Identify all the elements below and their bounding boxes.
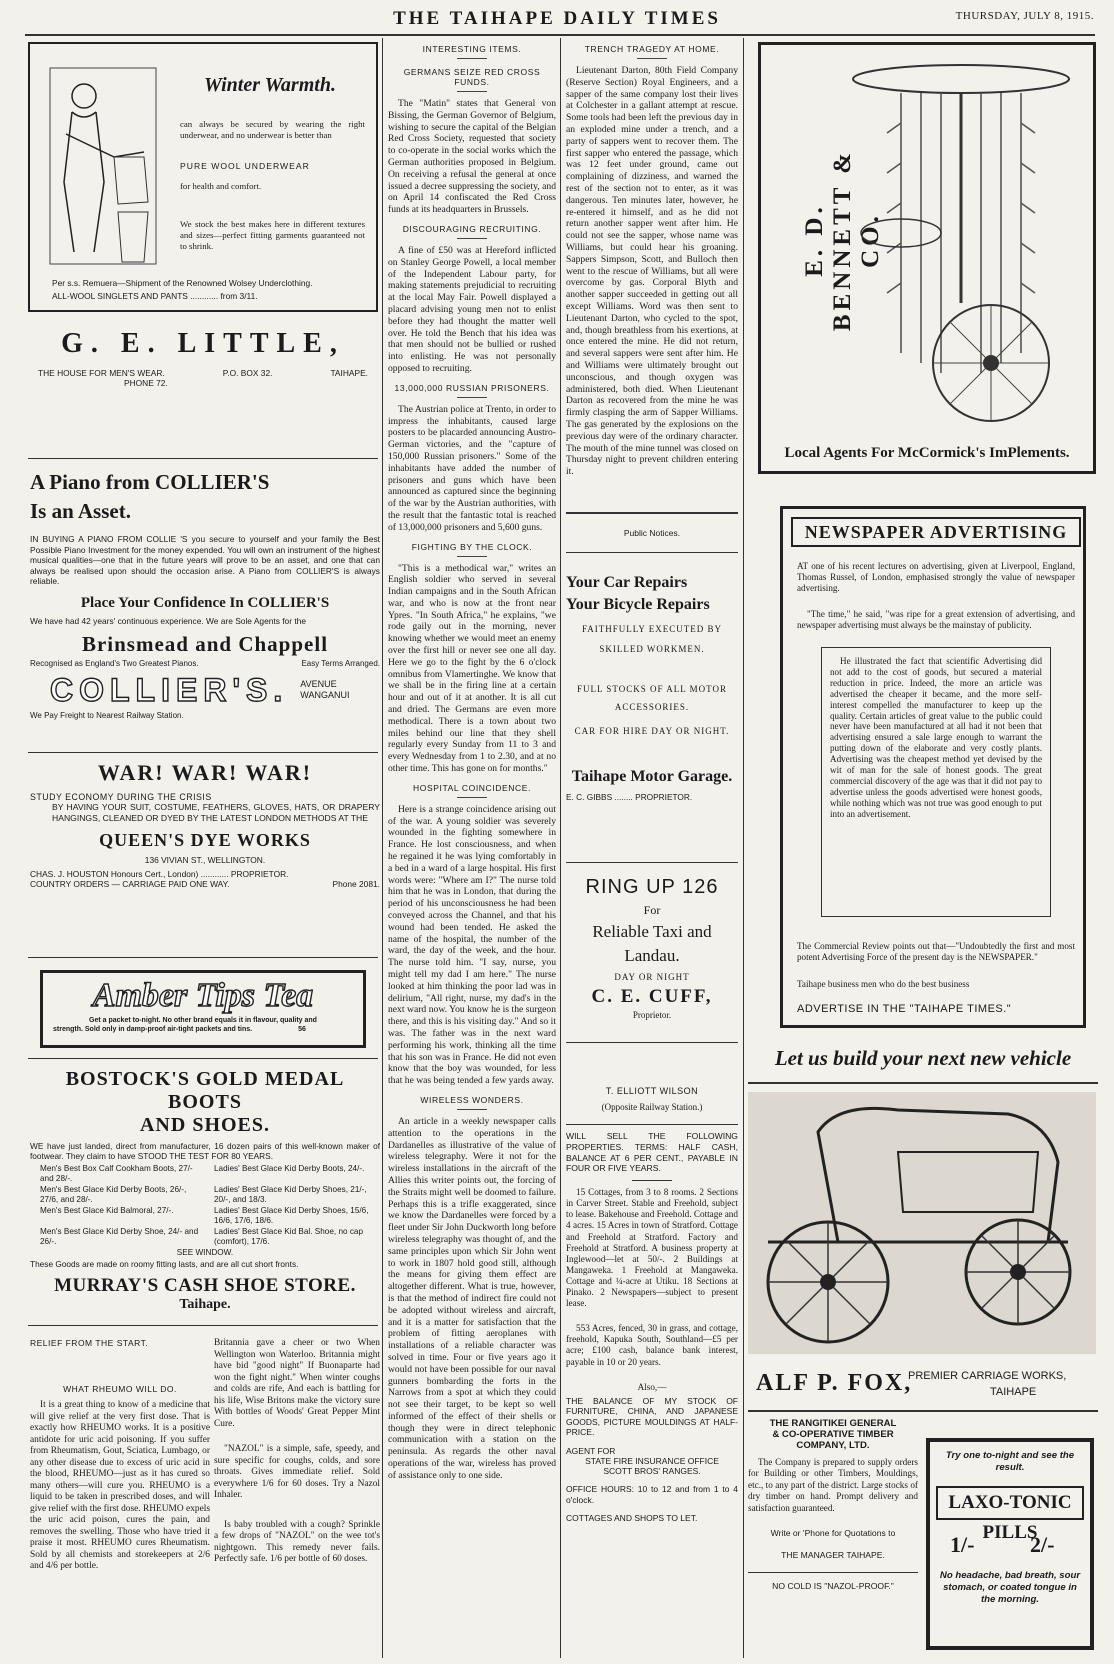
colliers-terms: Easy Terms Arranged.: [301, 658, 380, 668]
colliers-headline-2: Is an Asset.: [30, 499, 131, 523]
article-body: A fine of £50 was at Hereford inflicted on Stanley George Powell, a local member of the Independent Labour party, for making statements prejudicial to recruiting at the local May Fair. Powell displayed a placard advising young men not to enlist before they had thought the matter well over. He told the Bench that his idea was that men should not be bullied or rushed into enlisting. He was not personally opposed to recruiting.: [388, 244, 556, 374]
queens-country: COUNTRY ORDERS — CARRIAGE PAID ONE WAY.: [30, 878, 230, 889]
article-heading: TRENCH TRAGEDY AT HOME.: [566, 44, 738, 59]
wilson-agent: AGENT FOR: [566, 1445, 616, 1456]
colliers-recognised: Recognised as England's Two Greatest Pianos.: [30, 658, 199, 668]
divider: [28, 1058, 378, 1059]
colliers-brands: Brinsmead and Chappell: [81, 631, 329, 656]
queens-proprietor: CHAS. J. HOUSTON Honours Cert., London) ............ PROPRIETOR.: [30, 868, 289, 879]
article-heading: DISCOURAGING RECRUITING.: [388, 224, 556, 239]
garage-proprietor: E. C. GIBBS ........ PROPRIETOR.: [566, 792, 693, 802]
store-tagline: THE HOUSE FOR MEN'S WEAR.: [38, 368, 165, 378]
laxo-price-1: 1/-: [950, 1532, 975, 1557]
bostock-price-list: [30, 1164, 380, 1247]
timber-heading: & CO-OPERATIVE TIMBER: [772, 1429, 894, 1440]
bennett-name: E. D. BENNETT & CO.: [801, 148, 884, 332]
article-heading: HOSPITAL COINCIDENCE.: [388, 783, 556, 798]
advertising-headline: NEWSPAPER ADVERTISING: [791, 517, 1081, 547]
carriage-illustration: [748, 1092, 1096, 1354]
colliers-headline: A Piano from COLLIER'S: [30, 470, 270, 494]
price-row: [30, 1206, 380, 1226]
ladies-price: Ladies' Best Glace Kid Bal. Shoe, no cap (comfort), 17/6.: [214, 1226, 364, 1246]
timber-write: Write or 'Phone for Quotations to: [770, 1528, 896, 1539]
ad-text: Per s.s. Remuera—Shipment of the Renowned Wolsey Underclothing.: [52, 278, 313, 288]
store-phone: PHONE 72.: [124, 378, 168, 388]
fox-headline: Let us build your next new vehicle: [774, 1046, 1072, 1070]
timber-manager: THE MANAGER TAIHAPE.: [781, 1550, 885, 1561]
column-rule: [382, 38, 383, 1658]
nocold-text: NO COLD IS "NAZOL-PROOF.": [772, 1581, 894, 1592]
bostock-intro: WE have just landed, direct from manufacturer, 16 dozen pairs of this well-known maker of footwear. They claim to have STOOD THE TEST FOR 80 YEARS.: [30, 1141, 380, 1162]
laxo-name: LAXO-TONIC PILLS: [936, 1486, 1084, 1520]
newspaper-title: THE TAIHAPE DAILY TIMES: [393, 8, 721, 29]
price-row: [30, 1185, 380, 1205]
divider: [566, 512, 738, 514]
advertising-paragraph: AT one of his recent lectures on advertising, given at Liverpool, England, Thomas Russel, of London, emphasised strongly the value of newspaper advertising.: [797, 561, 1075, 593]
issue-date: THURSDAY, JULY 8, 1915.: [955, 10, 1094, 22]
rheumo-ad: [30, 1338, 210, 1658]
laxo-claim: No headache, bad breath, sour stomach, or coated tongue in the morning.: [939, 1570, 1081, 1605]
amber-tips-ad: [40, 970, 366, 1048]
fox-works: PREMIER CARRIAGE WORKS,: [908, 1370, 1067, 1382]
divider: [28, 1325, 378, 1326]
divider: [748, 1082, 1098, 1084]
column-rule: [743, 38, 744, 1658]
colliers-body: IN BUYING A PIANO FROM COLLIE 'S you secure to yourself and your family the Best Possible Piano Investment for the money expended. You will own an instrument of the highest musical qualities—one that in the future years will prove to be an asset, and one that can always be realised upon should the occasion arise. A Piano from COLLIER'S is always reliable.: [30, 534, 380, 586]
fox-name: ALF P. FOX,: [756, 1370, 913, 1396]
divider: [748, 1410, 1098, 1412]
laxo-tonic-ad: [926, 1438, 1094, 1650]
advertising-quote-box: [821, 647, 1051, 917]
little-underwear-ad: [28, 42, 378, 312]
nazol-baby: Is baby troubled with a cough? Sprinkle a few drops of "NAZOL" on the wee tot's nightgown. This remedy never fails. Perfectly safe. 1/6 per bottle of 60 doses.: [214, 1519, 380, 1564]
price-row: [30, 1227, 380, 1247]
divider: [28, 752, 378, 753]
colliers-street: AVENUE: [300, 679, 337, 689]
wilson-hours: OFFICE HOURS: 10 to 12 and from 1 to 4 o'clock.: [566, 1483, 738, 1505]
wilson-intro: WILL SELL THE FOLLOWING PROPERTIES. TERMS: HALF CASH, BALANCE AT 6 PER CENT., PAYABLE IN FOUR OR FIVE YEARS.: [566, 1131, 738, 1174]
cuff-line: Landau.: [624, 946, 680, 965]
timber-body: The Company is prepared to supply orders for Building or other Timbers, Mouldings, etc., to any part of the district. Large stocks of dry timber on hand. Prompt delivery and satisfaction guaranteed.: [748, 1457, 918, 1513]
amber-number: 56: [298, 1025, 306, 1033]
article-body: "This is a methodical war," writes an English soldier who served in several Indian campaigns and in the South African war, and who is now at the front near Ypres. "In South Africa," he explains, "we rode gaily out in the morning, never knowing whether we would meet an enemy over the first hill or never see one all day. Here we go to the fight by the 6 o'clock omnibus from Vlamertinghe. We know that we shall be in the firing line at a certain hour and out of it at another. It is all cut and dried. The Germans are even more methodical. There is a town about two miles behind our line that they shell regularly every Sunday from 11 to 3 and every Wednesday from 1 to 2.30, and at no other time. This has gone on for months.": [388, 562, 556, 775]
garage-line: FAITHFULLY EXECUTED BY: [581, 624, 723, 634]
wilson-cottages: COTTAGES AND SHOPS TO LET.: [566, 1513, 698, 1524]
bennett-mccormick-ad: [758, 42, 1096, 474]
wilson-acres: 553 Acres, fenced, 30 in grass, and cottage, freehold, Kapuka South, Southland—£5 per acre; £100 cash, balance bank interest, payable in 10 or 20 years.: [566, 1323, 738, 1367]
man-illustration: [44, 62, 164, 272]
article-body: An article in a weekly newspaper calls attention to the operations in the Dardanelles as illustrative of the value of wireless telegraphy. Were it not for the wireless installations in the aircraft of the Allies this writer points out, the forcing of the Straits might well be doomed to failure. Perhaps this is a trifle exaggerated, since we know the Dardanelles were forced by a fleet under Sir John Duckworth long before wireless telegraphy was thought of, and the same principles upon which Sir John went to work in 1807 hold good still, although the means for giving them effect are altogether different. What is true, however, is that the method of indirect fire could not be adopted without wireless and aircraft, and it is a matter for satisfaction that the problem of fitting aeroplanes with installations of a reliable character was solved in time. Four or five years ago it would not have been possible for our naval gunners bombarding the forts in the Narrows from a spot at which they could not see their target, to be kept so well informed of the effect of their shells or though they were in direct telephonic communication with a station on the peninsula. As regards the other naval operations of the war, wireless has proved of assistance only to one side.: [388, 1115, 556, 1481]
article-body: The Austrian police at Trento, in order to impress the inhabitants, caused large posters to be placarded announcing Austro-German victories, and the "capture of 150,000 Russian prisoners." Some of the inhabitants have added the number of prisoners and guns which have been announced as captured since the beginning of the war by the Austrian authorities, with the result that the fantastic total is reached of 13,000,000 prisoners and 5,600 guns.: [388, 403, 556, 533]
wilson-list: 15 Cottages, from 3 to 8 rooms. 2 Sections in Carver Street. Stable and Freehold, subject to lease. Bakehouse and Freehold. Cottage and 4 acres. 15 Acres in town of Stratford. Cottage and Freehold at Stratford. Factory and Freehold at Stratford. A business property at Inglewood—let at 50/-. 2 Buildings at Mangaweka. 1 Freehold at Mangaweka. Cottage and ¼-acre at Utiku. 18 Sections at Pinako. 2 Newspapers—subject to present lease.: [566, 1187, 738, 1309]
laxo-try: Try one to-night and see the result.: [945, 1450, 1075, 1473]
queens-study: STUDY ECONOMY DURING THE CRISIS: [30, 792, 212, 802]
timber-company-ad: [748, 1418, 918, 1650]
article-body: The "Matin" states that General von Bissing, the German Governor of Belgium, wishing to secure the capital of the Belgian Red Cross Society, requested that society to co-operate in the social works which the German authorities proposed in Belgium. On receiving a refusal the general at once issued a decree suppressing the society, and on April 14 confiscated the Red Cross funds at its headquarters in Brussels.: [388, 98, 556, 216]
advertising-call: ADVERTISE IN THE "TAIHAPE TIMES.": [797, 1003, 1012, 1015]
ad-text: ALL-WOOL SINGLETS AND PANTS ............ from 3/11.: [52, 291, 258, 301]
po-box: P.O. BOX 32.: [222, 368, 273, 378]
queens-phone: Phone 2081.: [332, 878, 380, 889]
rheumo-heading: RELIEF FROM THE START.: [30, 1338, 149, 1348]
amber-line-2: strength. Sold only in damp-proof air-tight packets and tins.: [53, 1025, 253, 1033]
newspaper-advertising-ad: [780, 506, 1086, 1028]
wilson-insurance: STATE FIRE INSURANCE OFFICE: [585, 1455, 719, 1466]
bostock-headline: BOSTOCK'S GOLD MEDAL BOOTS: [65, 1068, 345, 1113]
amber-logo: Amber Tips Tea: [92, 977, 314, 1014]
bennett-agents: Local Agents For McCormick's ImPlements.: [784, 445, 1070, 461]
war-headline: WAR! WAR! WAR!: [97, 760, 313, 785]
divider: [566, 1124, 738, 1125]
garage-line: FULL STOCKS OF ALL MOTOR: [576, 684, 728, 694]
cuff-line: For: [643, 903, 661, 917]
advertising-paragraph: "The time," he said, "was ripe for a great extension of advertising, and newspaper advertising must always be the mainstay of publicity.: [797, 609, 1075, 630]
ladies-price: Ladies' Best Glace Kid Derby Boots, 24/-.: [214, 1163, 365, 1173]
timber-heading: COMPANY, LTD.: [796, 1440, 870, 1451]
bostock-headline-2: AND SHOES.: [139, 1114, 271, 1136]
divider: [28, 458, 378, 459]
ad-text: We stock the best makes here in different textures and sizes—perfect fitting garments guaranteed not to shrink.: [180, 219, 365, 251]
ad-text: PURE WOOL UNDERWEAR: [180, 161, 310, 171]
little-store-block: [28, 316, 378, 410]
article-heading: WIRELESS WONDERS.: [388, 1095, 556, 1110]
wilson-also: Also,—: [637, 1381, 667, 1392]
laxo-price-2: 2/-: [1030, 1532, 1055, 1557]
garage-name: Taihape Motor Garage.: [571, 768, 733, 785]
wilson-balance: THE BALANCE OF MY STOCK OF FURNITURE, CHINA, AND JAPANESE GOODS, PICTURE MOULDINGS AT HALF-PRICE.: [566, 1395, 738, 1438]
public-notices-heading: Public Notices.: [623, 528, 681, 538]
rheumo-body: It is a great thing to know of a medicine that will give relief at the very first dose. That is exactly how RHEUMO works. It is a positive antidote for uric acid poisoning. If you suffer from Rheumatism, Gout, Sciatica, Lumbago, or any other disease due to excess of uric acid in the blood, RHEUMO—just as it has cured so many others—will cure you. RHEUMO is a liquid to be taken in prescribed doses, and will give relief with the first dose. RHEUMO expels the uric acid poison, cures the pain, and removes the swelling. Those who have tried it praise it most. RHEUMO cures Rheumatism. Sold by all chemists and storekeepers at 2/6 and 4/6 per bottle.: [30, 1400, 210, 1571]
store-name: G. E. LITTLE,: [61, 328, 345, 359]
men-price: Men's Best Glace Kid Derby Shoe, 24/- and 26/-.: [40, 1226, 199, 1246]
rheumo-subheading: WHAT RHEUMO WILL DO.: [63, 1384, 177, 1394]
queens-dye-works-ad: [30, 760, 380, 950]
queens-address: 136 VIVIAN ST., WELLINGTON.: [144, 854, 266, 865]
timber-heading: THE RANGITIKEI GENERAL: [769, 1418, 897, 1429]
article-body: Lieutenant Darton, 80th Field Company (Reserve Section) Royal Engineers, and a sapper of the same company lost their lives at Colchester in a gallant attempt at rescue. Some tools had been left the previous day in an exploded mine under a trench, and a party of sappers went to recover them. The first sapper who entered the passage, which was 12 feet under ground, came out complaining of dizziness, and warned the rest of the section not to enter, as it was dangerous. Ten minutes later, however, he re-entered it himself, and as he did not return another sapper went after him. He could not see the sapper, whose name was Williams, but could hear his groaning. Sappers Simpson, Scott, and Bulloch then went to the rescue of Williams, but all were overcome by gas. Corporal Blyth and another sapper succeeded in getting out all except Williams. Word was then sent to Lieutenant Darton, who cycled to the spot, and, though breathless from his exertions, at once entered the mine. He did not return, and several sappers were sent after him. He and Williams were ultimately brought out unconscious, and though oxygen was administered, both died. When Lieutenant Darton as recovered from the mine he was firmly clasping the arm of Sapper Williams. The gas generated by the explosions on the previous day were of the ordinary character. The mouth of the mine tunnel was closed on Thursday night to prevent children entering it.: [566, 65, 738, 478]
colliers-logo: COLLIER'S.: [50, 671, 289, 708]
column-rule: [560, 38, 561, 1658]
store-town: TAIHAPE.: [330, 368, 368, 378]
harrow-illustration: [841, 53, 1081, 433]
ad-title: Winter Warmth.: [204, 74, 336, 96]
masthead-rule: [25, 34, 1095, 36]
trench-tragedy-article: [566, 40, 738, 510]
article-heading: GERMANS SEIZE RED CROSS FUNDS.: [388, 67, 556, 92]
cuff-line: RING UP 126: [585, 876, 719, 898]
colliers-piano-ad: [30, 470, 380, 745]
garage-line: ACCESSORIES.: [614, 702, 690, 712]
men-price: Men's Best Box Calf Cookham Boots, 27/- and 28/-.: [40, 1163, 193, 1183]
murray-town: Taihape.: [179, 1296, 231, 1312]
divider: [748, 1572, 918, 1573]
article-heading: FIGHTING BY THE CLOCK.: [388, 542, 556, 557]
motor-garage-ad: [566, 574, 738, 854]
divider: [28, 957, 378, 958]
colliers-town: WANGANUI: [300, 690, 350, 700]
garage-line: Your Car Repairs: [566, 574, 688, 591]
article-body: Here is a strange coincidence arising out of the war. A young soldier was severely wounded in the fighting somewhere in France. He lost consciousness, and when he regained it he was lying comfortably in a bed in a ward of a large hospital. His first words were: "Where am I?" The nurse told him that he was in London, that during the period of his unconsciousness he had been conveyed across the Channel, and that his wound had been tended. He asked the name of the hospital, the number of the ward, the day of the week, and the hour. The nurse told him. "I say, nurse, you might tell my dad I am here." The nurse looked at him thinking the poor lad was in delirium, "All right, nurse, my dad's in the next ward now. You know he is the surgeon there, and this is his visiting day." And so it was. The father was in the next ward performing his work, thinking all the time that his son was in France. He did not even know that the boy was wounded, for less that he was being tended a few yards away.: [388, 803, 556, 1087]
advertising-review: The Commercial Review points out that—"Undoubtedly the first and most potent Advertising Force of the present day is the NEWSPAPER.": [797, 941, 1075, 962]
cuff-taxi-ad: [566, 876, 738, 1036]
men-price: Men's Best Glace Kid Balmoral, 27/-.: [40, 1205, 174, 1215]
bostock-note: These Goods are made on roomy fitting lasts, and are all cut short fronts.: [30, 1258, 299, 1269]
article-heading: 13,000,000 RUSSIAN PRISONERS.: [388, 383, 556, 398]
colliers-confidence: Place Your Confidence In COLLIER'S: [80, 594, 330, 611]
interesting-items-column: [388, 40, 556, 1660]
colliers-freight: We Pay Freight to Nearest Railway Station.: [30, 710, 184, 720]
nazol-ad: [214, 1338, 380, 1658]
cuff-proprietor: Proprietor.: [632, 1010, 672, 1020]
divider: [632, 1180, 672, 1181]
divider: [566, 552, 738, 553]
wilson-properties-ad: [566, 1086, 738, 1660]
advertising-taihape: Taihape business men who do the best business: [797, 979, 970, 989]
ad-text: can always be secured by wearing the right underwear, and no underwear is better than: [180, 119, 365, 140]
nazol-body: "NAZOL" is a simple, safe, speedy, and sure specific for coughs, colds, and sore throats. Gives immediate relief. Sold everywhere 1/6 for 60 doses. Try a Nazol Inhaler.: [214, 1444, 380, 1500]
garage-line: SKILLED WORKMEN.: [599, 644, 705, 654]
fox-town: TAIHAPE: [990, 1386, 1037, 1398]
ladies-price: Ladies' Best Glace Kid Derby Shoes, 21/-, 20/-, and 18/3.: [214, 1184, 367, 1204]
queens-body: BY HAVING YOUR SUIT, COSTUME, FEATHERS, GLOVES, HATS, OR DRAPERY HANGINGS, CLEANED OR DYED BY THE LATEST LONDON METHODS AT THE: [52, 802, 380, 823]
amber-line-1: Get a packet to-night. No other brand equals it in flavour, quality and: [89, 1017, 317, 1024]
wilson-subtitle: (Opposite Railway Station.): [601, 1102, 703, 1112]
section-heading: INTERESTING ITEMS.: [388, 44, 556, 59]
wilson-name: T. ELLIOTT WILSON: [605, 1086, 699, 1096]
bostock-window: SEE WINDOW.: [176, 1247, 234, 1257]
divider: [566, 1042, 738, 1043]
cuff-name: C. E. CUFF,: [591, 986, 713, 1007]
garage-line: Your Bicycle Repairs: [566, 596, 710, 613]
murray-store: MURRAY'S CASH SHOE STORE.: [54, 1274, 356, 1296]
price-row: [30, 1164, 380, 1184]
men-price: Men's Best Glace Kid Derby Boots, 26/-, 27/6, and 28/-.: [40, 1184, 187, 1204]
nazol-poem: Britannia gave a cheer or two When Wellington won Waterloo. Britannia might have bid "good night" If Buonaparte had won the fight night." When winter coughs and colds are rife, And each is battling for his life, Wise Britons make the victory sure With bottles of Woods' Great Pepper Mint Cure.: [214, 1338, 380, 1429]
wilson-ranges: SCOTT BROS' RANGES.: [603, 1465, 701, 1476]
cuff-line: DAY OR NIGHT: [614, 972, 690, 982]
masthead: [0, 8, 1114, 32]
cuff-line: Reliable Taxi and: [592, 922, 712, 941]
bostock-boots-ad: [30, 1068, 380, 1318]
ladies-price: Ladies' Best Glace Kid Derby Shoes, 15/6, 16/6, 17/6, 18/6.: [214, 1205, 369, 1225]
colliers-agents: We have had 42 years' continuous experience. We are Sole Agents for the: [30, 615, 306, 626]
garage-line: CAR FOR HIRE DAY OR NIGHT.: [574, 726, 730, 736]
advertising-quote: He illustrated the fact that scientific Advertising did not add to the cost of goods, but secured a material reduction in price. Indeed, the more an article was advertised the cheaper it became, and the more self-interest compelled the manufacturer to keep up the quality. Certain articles of great value to the public could never have been manufactured at all had it not been that advertising ensured a sale large enough to warrant the putting down of the elaborate and very costly plants. Advertising was the cheapest method yet devised by the wit of man for the sale of honest goods. The great commercial discovery of the age was that it did not pay to advertise unless the goods advertised were honest goods, while nothing which was not true was good enough to put into an advertisement.: [830, 656, 1042, 819]
divider: [566, 862, 738, 863]
ad-text: for health and comfort.: [180, 181, 262, 191]
queens-name: QUEEN'S DYE WORKS: [99, 829, 311, 850]
